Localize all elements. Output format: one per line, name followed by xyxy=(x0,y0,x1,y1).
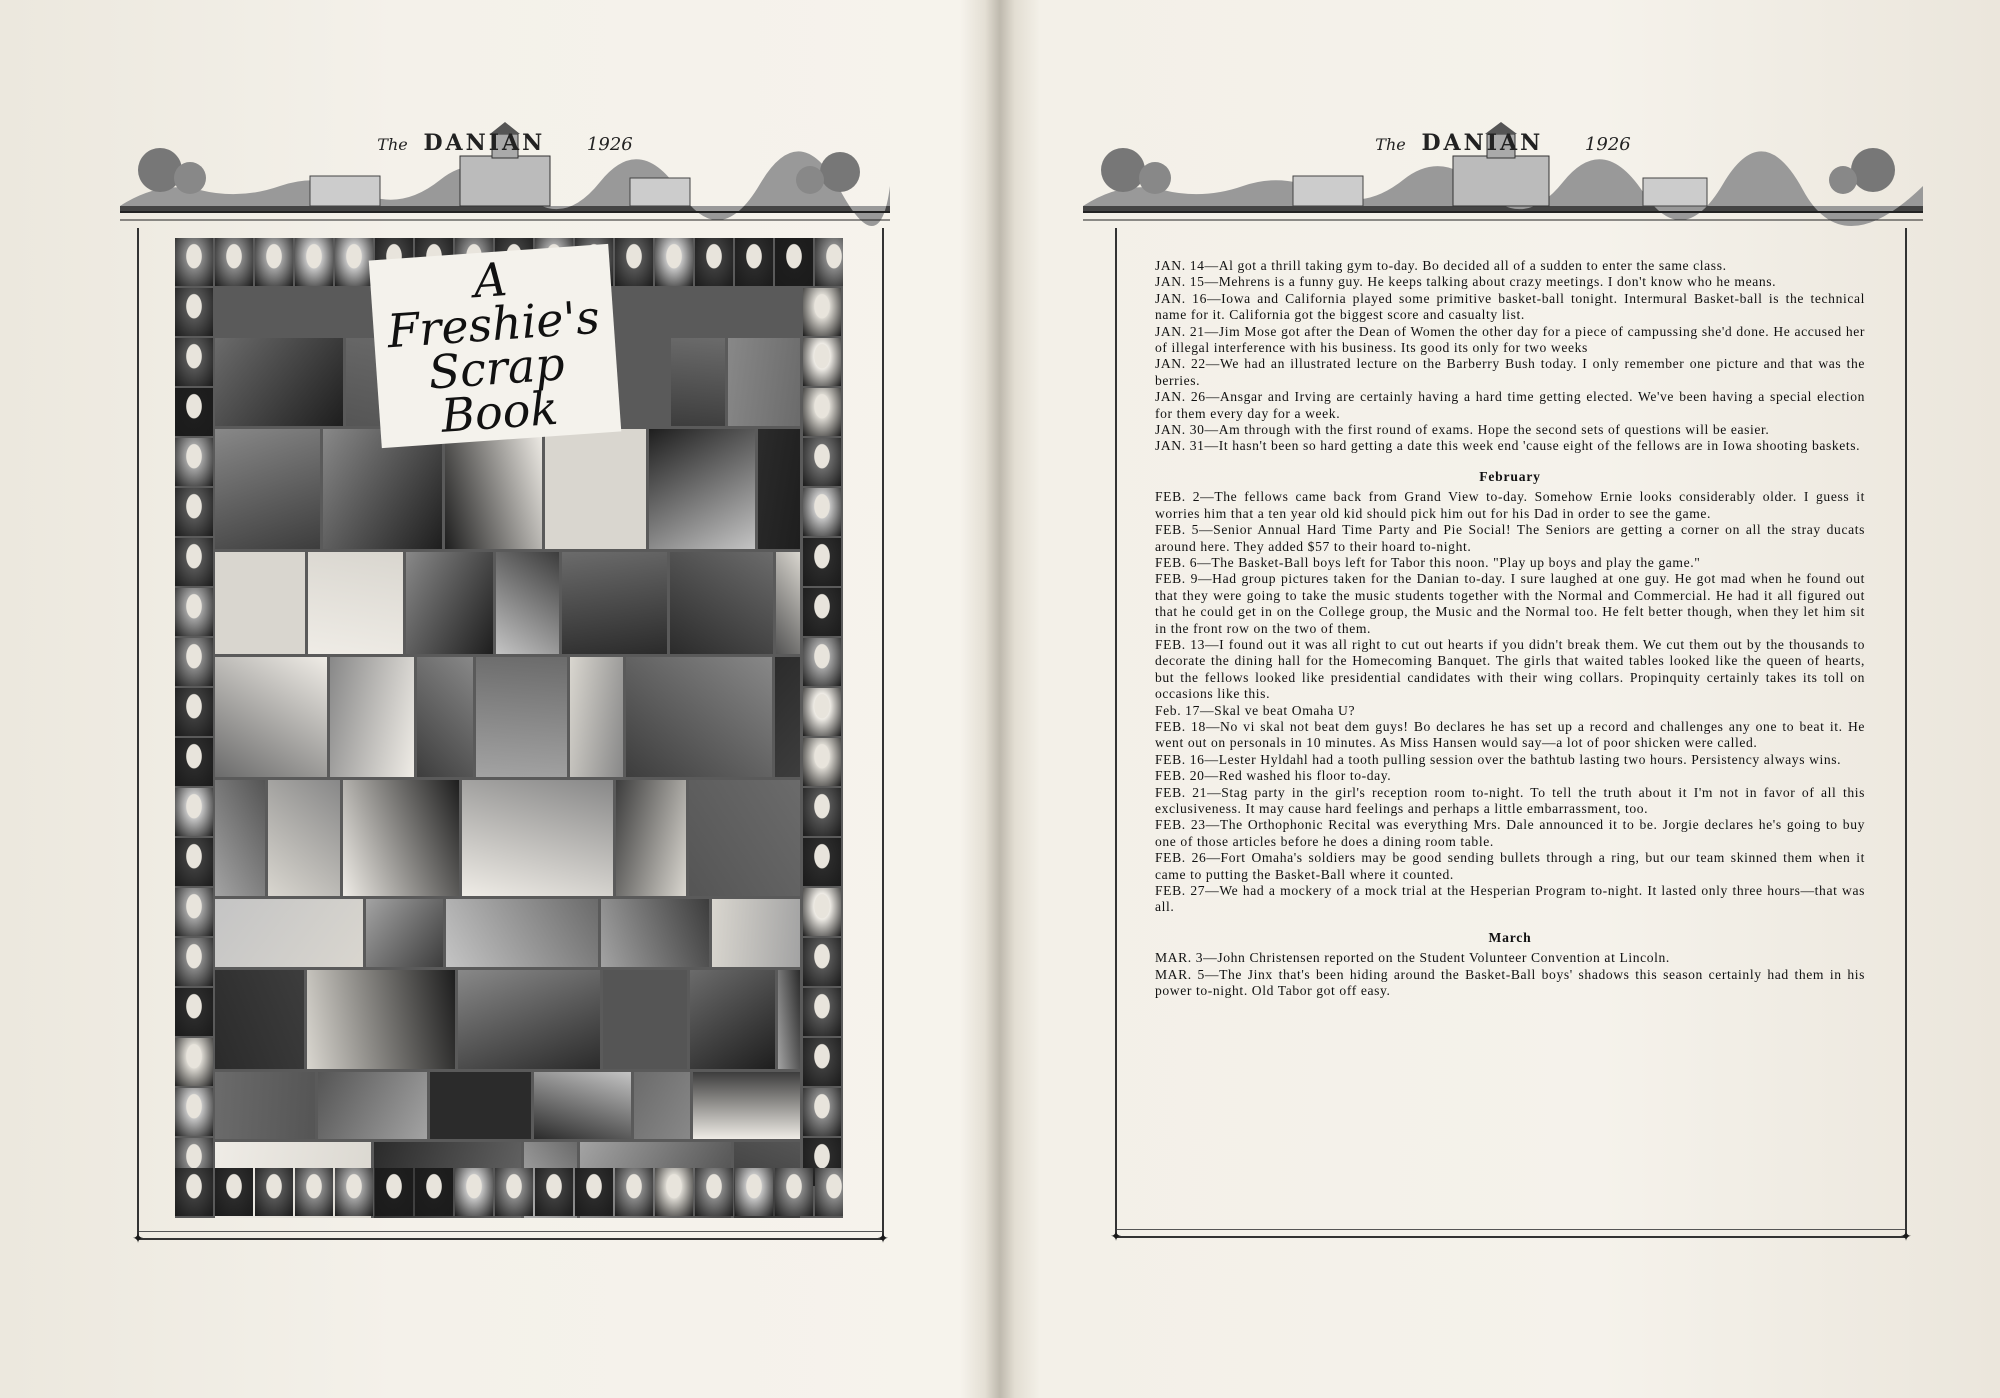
snapshot-photo xyxy=(603,970,687,1069)
snapshot-photo xyxy=(671,338,725,426)
portrait-photo xyxy=(175,988,213,1036)
portrait-photo xyxy=(175,238,213,286)
snapshot-photo xyxy=(318,1072,427,1139)
portrait-photo xyxy=(175,1038,213,1086)
diary-entry: MAR. 5—The Jinx that's been hiding around the Basket-Ball boys' shadows this season certainly had them in his power to-night. Old Tabor got off easy. xyxy=(1155,966,1865,999)
diary-entry: JAN. 14—Al got a thrill taking gym to-day. Bo decided all of a sudden to enter the same class. xyxy=(1155,258,1727,273)
portrait-photo xyxy=(803,1088,841,1136)
left-page xyxy=(0,0,985,1398)
snapshot-photo xyxy=(215,780,265,896)
portrait-photo xyxy=(175,488,213,536)
snapshot-photo xyxy=(693,1072,800,1139)
diary-entry: FEB. 13—I found out it was all right to cut out hearts if you didn't break them. We cut them out by the thousands to decorate the dining hall for the Homecoming Banquet. The girls that waited tables looked like the queen of hearts, but the fellows looked like presidential candidates with their wing collars. Propinquity certainly takes its toll on occasions like this. xyxy=(1155,636,1865,702)
february-entries xyxy=(1155,489,1865,916)
portrait-photo xyxy=(295,238,333,286)
snapshot-photo xyxy=(626,657,772,777)
portrait-photo xyxy=(335,238,373,286)
snapshot-photo xyxy=(343,780,459,896)
diary-entry: FEB. 2—The fellows came back from Grand View to-day. Somehow Ernie looks considerably older. I guess it worries him that a ten year old kid should pick him out for his Dad in order to see the game. xyxy=(1155,489,1865,521)
snapshot-photo xyxy=(712,899,800,967)
snapshot-photo xyxy=(562,552,667,654)
snapshot-photo xyxy=(307,970,455,1069)
corner-ornament-icon: ✦ xyxy=(1900,1230,1912,1245)
snapshot-photo xyxy=(778,970,800,1069)
snapshot-photo xyxy=(445,429,542,549)
masthead-title: DANIAN xyxy=(423,130,546,156)
snapshot-photo xyxy=(430,1072,531,1139)
snapshot-photo xyxy=(330,657,414,777)
right-masthead xyxy=(1083,130,1923,156)
snapshot-photo xyxy=(476,657,567,777)
portrait-photo xyxy=(615,238,653,286)
corner-ornament-icon: ✦ xyxy=(1110,1230,1122,1245)
masthead-the: The xyxy=(377,135,408,154)
portrait-photo xyxy=(175,888,213,936)
diary-entry: JAN. 22—We had an illustrated lecture on the Barberry Bush today. I only remember one picture and that was the berries. xyxy=(1155,356,1865,388)
diary-entry: FEB. 18—No vi skal not beat dem guys! Bo declares he has set up a record and challenges any one to beat it. He went out on personals in 10 minutes. As Miss Hansen would say—a lot of poor shicken were called. xyxy=(1155,718,1865,751)
portrait-photo xyxy=(803,738,841,786)
snapshot-photo xyxy=(634,1072,690,1139)
portrait-photo xyxy=(175,388,213,436)
corner-ornament-icon: ✦ xyxy=(132,1232,144,1247)
diary-entry: Feb. 17—Skal ve beat Omaha U? xyxy=(1155,702,1356,718)
diary-entry: JAN. 15—Mehrens is a funny guy. He keeps talking about crazy meetings. I don't know who he means. xyxy=(1155,274,1777,290)
portrait-photo xyxy=(695,1168,733,1216)
masthead-year: 1926 xyxy=(1584,134,1631,155)
portrait-photo xyxy=(375,1168,413,1216)
snapshot-photo xyxy=(215,1072,315,1139)
portrait-photo xyxy=(803,1038,841,1086)
diary-entry: MAR. 3—John Christensen reported on the Student Volunteer Convention at Lincoln. xyxy=(1155,950,1670,966)
portrait-photo xyxy=(415,1168,453,1216)
portrait-photo xyxy=(803,538,841,586)
diary-entry: FEB. 5—Senior Annual Hard Time Party and Pie Social! The Seniors are getting a corner on all the stray ducats around here. They added $57 to their hoard to-night. xyxy=(1155,522,1865,554)
diary-entry: JAN. 30—Am through with the first round of exams. Hope the second sets of questions will be easier. xyxy=(1155,422,1770,438)
photo-collage xyxy=(175,238,843,1218)
portrait-photo xyxy=(175,788,213,836)
snapshot-photo xyxy=(758,429,800,549)
snapshot-photo xyxy=(406,552,493,654)
snapshot-photo xyxy=(215,552,305,654)
portrait-photo xyxy=(455,1168,493,1216)
frame-bottom-rule xyxy=(139,1231,882,1232)
portrait-photo xyxy=(535,1168,573,1216)
diary-entry: FEB. 21—Stag party in the girl's reception room to-night. To tell the truth about it I'm not in favor of all this exclusiveness. It may cause hard feelings and perhaps a little embarrassment, too. xyxy=(1155,784,1865,816)
portrait-photo xyxy=(775,238,813,286)
snapshot-photo xyxy=(308,552,403,654)
portrait-photo xyxy=(803,438,841,486)
portrait-photo xyxy=(255,238,293,286)
portrait-photo xyxy=(655,1168,693,1216)
snapshot-photo xyxy=(534,1072,631,1139)
portrait-photo xyxy=(175,738,213,786)
snapshot-photo xyxy=(417,657,473,777)
portrait-photo xyxy=(803,388,841,436)
corner-ornament-icon: ✦ xyxy=(877,1232,889,1247)
diary-entry: FEB. 6—The Basket-Ball boys left for Tabor this noon. "Play up boys and play the game." xyxy=(1155,554,1701,570)
snapshot-photo xyxy=(215,970,304,1069)
portrait-photo xyxy=(803,988,841,1036)
portrait-photo xyxy=(655,238,693,286)
book-gutter xyxy=(985,0,1015,1398)
snapshot-photo xyxy=(268,780,340,896)
portrait-photo xyxy=(175,938,213,986)
snapshot-photo xyxy=(458,970,600,1069)
portrait-photo xyxy=(175,1168,213,1216)
snapshot-photo xyxy=(728,338,800,426)
portrait-photo xyxy=(495,1168,533,1216)
diary-entry: FEB. 26—Fort Omaha's soldiers may be good sending bullets through a ring, but our team skinned them when it came to putting the Basket-Ball where it counted. xyxy=(1155,850,1865,882)
diary-entry: FEB. 27—We had a mockery of a mock trial at the Hesperian Program to-night. It lasted only three hours—that was all. xyxy=(1155,883,1865,915)
diary-entry: JAN. 21—Jim Mose got after the Dean of Women the other day for a piece of campussing she'd done. He accused her of illegal interference with his business. Its good its only for two weeks xyxy=(1155,323,1865,356)
snapshot-photo xyxy=(601,899,709,967)
snapshot-photo xyxy=(690,970,775,1069)
snapshot-photo xyxy=(215,657,327,777)
portrait-photo xyxy=(175,588,213,636)
portrait-photo xyxy=(575,1168,613,1216)
snapshot-photo xyxy=(545,429,646,549)
diary-text xyxy=(1155,258,1865,999)
portrait-photo xyxy=(803,838,841,886)
snapshot-photo xyxy=(215,899,363,967)
snapshot-photo xyxy=(215,338,343,426)
portrait-photo xyxy=(335,1168,373,1216)
masthead-year: 1926 xyxy=(586,134,633,155)
left-header-banner xyxy=(120,120,890,230)
january-entries xyxy=(1155,258,1865,455)
portrait-photo xyxy=(803,688,841,736)
snapshot-photo xyxy=(616,780,686,896)
portrait-photo xyxy=(803,588,841,636)
portrait-photo xyxy=(815,1168,843,1216)
portrait-photo xyxy=(295,1168,333,1216)
portrait-photo xyxy=(175,638,213,686)
portrait-photo xyxy=(175,338,213,386)
portrait-photo xyxy=(735,238,773,286)
diary-entry: JAN. 31—It hasn't been so hard getting a date this week end 'cause eight of the fellows are in Iowa shooting baskets. xyxy=(1155,438,1861,454)
portrait-photo xyxy=(175,438,213,486)
february-heading: February xyxy=(1479,468,1541,484)
portrait-photo xyxy=(175,1088,213,1136)
snapshot-photo xyxy=(776,552,800,654)
march-heading: March xyxy=(1488,929,1532,945)
masthead-the: The xyxy=(1375,135,1406,154)
portrait-photo xyxy=(803,338,841,386)
left-masthead xyxy=(120,130,890,156)
portrait-photo xyxy=(815,238,843,286)
diary-entry: JAN. 16—Iowa and California played some primitive basket-ball tonight. Intermural Basket-ball is the technical name for it. California got the biggest score and casualty list. xyxy=(1155,290,1865,323)
portrait-photo xyxy=(803,488,841,536)
diary-entry: FEB. 9—Had group pictures taken for the Danian to-day. I sure laughed at one guy. He got mad when he found out that they were going to take the music students together with the Normal and Commercial. He had it all figured out that he could get in on the College group, the Music and the Normal too. He felt better though, when they let him sit in the front row on the two of them. xyxy=(1155,571,1865,636)
portrait-photo xyxy=(803,938,841,986)
portrait-photo xyxy=(735,1168,773,1216)
portrait-photo xyxy=(215,1168,253,1216)
portrait-photo xyxy=(175,688,213,736)
snapshot-photo xyxy=(215,429,320,549)
snapshot-photo xyxy=(775,657,800,777)
portrait-photo xyxy=(615,1168,653,1216)
diary-entry: JAN. 26—Ansgar and Irving are certainly having a hard time getting elected. We've been having a special election for them every day for a week. xyxy=(1155,389,1865,421)
diary-entry: FEB. 23—The Orthophonic Recital was everything Mrs. Dale announced it to be. Jorgie declares he's going to buy one of those articles before he does a dining room table. xyxy=(1155,817,1865,849)
frame-bottom-rule xyxy=(1117,1229,1905,1230)
snapshot-photo xyxy=(570,657,623,777)
portrait-photo xyxy=(803,638,841,686)
portrait-photo xyxy=(775,1168,813,1216)
snapshot-photo xyxy=(366,899,443,967)
portrait-photo xyxy=(803,888,841,936)
snapshot-photo xyxy=(649,429,755,549)
snapshot-photo xyxy=(462,780,613,896)
portrait-photo xyxy=(175,838,213,886)
snapshot-photo xyxy=(496,552,559,654)
masthead-title: DANIAN xyxy=(1421,130,1544,156)
right-header-banner xyxy=(1083,120,1923,230)
diary-entry: FEB. 20—Red washed his floor to-day. xyxy=(1155,768,1392,784)
portrait-photo xyxy=(695,238,733,286)
portrait-photo xyxy=(255,1168,293,1216)
diary-entry: FEB. 16—Lester Hyldahl had a tooth pulling session over the bathtub lasting two hours. Persistency always wins. xyxy=(1155,751,1842,767)
snapshot-photo xyxy=(446,899,598,967)
portrait-photo xyxy=(803,288,841,336)
snapshot-photo xyxy=(670,552,773,654)
portrait-photo xyxy=(803,788,841,836)
portrait-photo xyxy=(175,288,213,336)
portrait-photo xyxy=(215,238,253,286)
march-entries xyxy=(1155,950,1865,999)
right-page xyxy=(1015,0,2000,1398)
snapshot-photo xyxy=(689,780,800,896)
portrait-photo xyxy=(175,538,213,586)
scrap-book-title: A Freshie's Scrap Book xyxy=(369,244,622,448)
